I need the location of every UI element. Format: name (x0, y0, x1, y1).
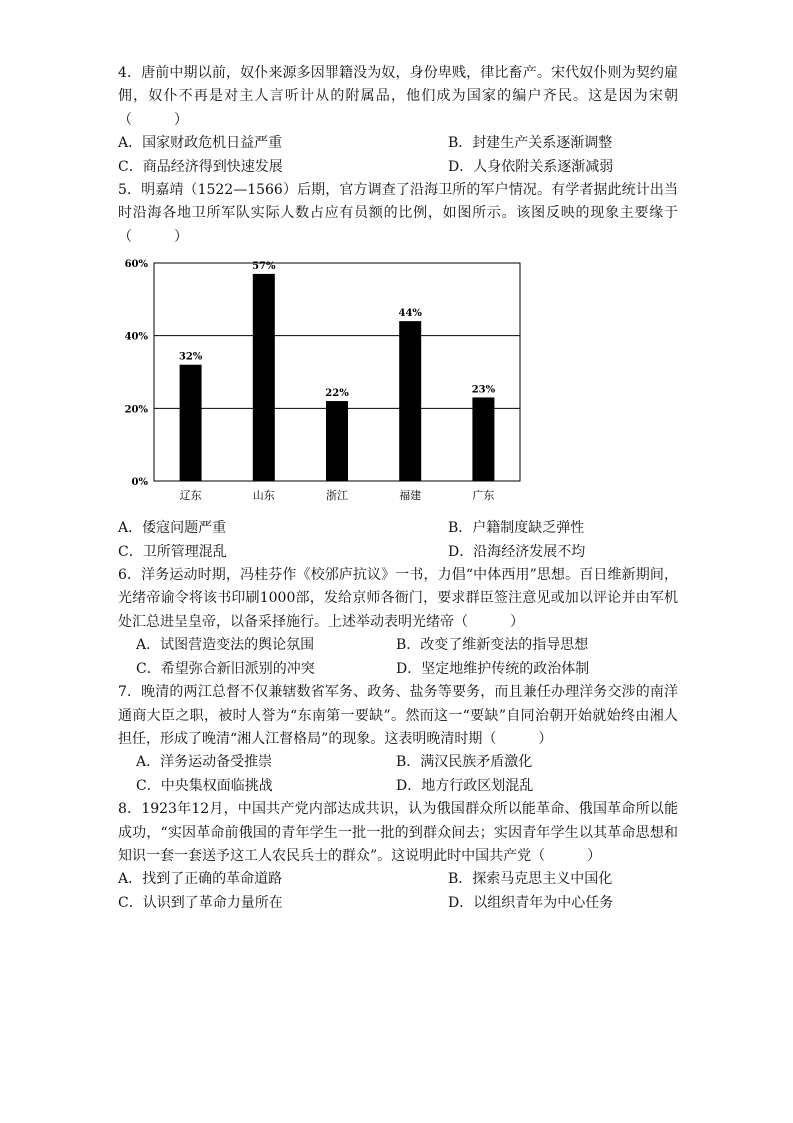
option-a[interactable]: A．倭寇问题严重 (118, 520, 227, 537)
question-stem: 8．1923年12月，中国共产党内部达成共识，认为俄国群众所以能革命、俄国革命所以能成功，“实因革命前俄国的青年学生一批一批的到群众间去；实因青年学生以其革命思想和知识一套一套送予这工人农民兵士的群众”。这说明此时中国共产党（ ） (118, 801, 678, 864)
options-grid (118, 517, 678, 564)
bar-chart-svg (118, 253, 538, 515)
bar (180, 365, 202, 481)
question-6 (118, 564, 678, 681)
option-c[interactable]: C．中央集权面临挑战 (136, 777, 273, 794)
option-b[interactable]: B．户籍制度缺乏弹性 (448, 520, 585, 537)
option-a[interactable]: A．洋务运动备受推崇 (136, 754, 273, 771)
x-category-label: 山东 (252, 489, 275, 503)
exam-page (118, 62, 678, 915)
option-c[interactable]: C．希望弥合新旧派别的冲突 (136, 660, 315, 677)
option-b[interactable]: B．探索马克思主义中国化 (448, 871, 613, 888)
options-grid (118, 634, 678, 681)
x-category-label: 福建 (399, 489, 422, 503)
option-c[interactable]: C．商品经济得到快速发展 (118, 158, 283, 175)
x-category-label: 辽东 (179, 489, 202, 503)
option-c[interactable]: C．卫所管理混乱 (118, 543, 227, 560)
option-a[interactable]: A．找到了正确的革命道路 (118, 871, 283, 888)
bar-data-label: 32% (178, 351, 203, 363)
option-d[interactable]: D．以组织青年为中心任务 (448, 894, 614, 911)
bar-data-label: 23% (471, 384, 496, 396)
bar-data-label: 57% (252, 261, 276, 273)
x-category-label: 广东 (472, 489, 495, 503)
option-c[interactable]: C．认识到了革命力量所在 (118, 894, 283, 911)
bar (472, 398, 494, 482)
question-stem: 7．晚清的两江总督不仅兼辖数省军务、政务、盐务等要务，而且兼任办理洋务交涉的南洋通商大臣之职，被时人誉为“东南第一要缺”。然而这一“要缺”自同治朝开始就始终由湘人担任，形成了晚清“湘人江督格局”的现象。这表明晚清时期（ ） (118, 684, 678, 747)
option-b[interactable]: B．改变了维新变法的指导思想 (396, 637, 589, 654)
option-a[interactable]: A．国家财政危机日益严重 (118, 135, 283, 152)
question-5 (118, 179, 678, 564)
option-b[interactable]: B．满汉民族矛盾激化 (396, 754, 533, 771)
y-tick-label: 20% (124, 404, 148, 416)
y-tick-label: 40% (124, 331, 148, 343)
question-stem: 6．洋务运动时期，冯桂芬作《校邠庐抗议》一书，力倡“中体西用”思想。百日维新期间，光绪帝谕令将该书印刷1000部，发给京师各衙门，要求群臣签注意见或加以评论并由军机处汇总进呈皇帝，以备采择施行。上述举动表明光绪帝（ ） (118, 567, 678, 630)
option-d[interactable]: D．沿海经济发展不均 (448, 543, 586, 560)
options-grid (118, 751, 678, 798)
bar (399, 321, 421, 481)
question-stem: 4．唐前中期以前，奴仆来源多因罪籍没为奴，身份卑贱，律比畜产。宋代奴仆则为契约雇佣，奴仆不再是对主人言听计从的附属品，他们成为国家的编户齐民。这是因为宋朝（ ） (118, 65, 678, 128)
bar (253, 274, 275, 481)
option-d[interactable]: D．坚定地维护传统的政治体制 (396, 660, 590, 677)
question-4 (118, 62, 678, 179)
bar (326, 401, 348, 481)
option-b[interactable]: B．封建生产关系逐渐调整 (448, 135, 613, 152)
y-tick-label: 60% (124, 259, 148, 271)
question-8 (118, 798, 678, 915)
question-stem: 5．明嘉靖（1522—1566）后期，官方调查了沿海卫所的军户情况。有学者据此统计出当时沿海各地卫所军队实际人数占应有员额的比例，如图所示。该图反映的现象主要缘于（ ） (118, 182, 678, 245)
x-category-label: 浙江 (326, 489, 348, 503)
question-7 (118, 681, 678, 798)
option-d[interactable]: D．人身依附关系逐渐减弱 (448, 158, 614, 175)
options-grid (118, 868, 678, 915)
option-d[interactable]: D．地方行政区划混乱 (396, 777, 534, 794)
option-a[interactable]: A．试图营造变法的舆论氛围 (136, 637, 315, 654)
bar-data-label: 22% (325, 388, 349, 400)
bar-data-label: 44% (398, 308, 422, 320)
bar-chart (118, 253, 538, 515)
options-grid (118, 132, 678, 179)
y-tick-label: 0% (131, 477, 148, 489)
